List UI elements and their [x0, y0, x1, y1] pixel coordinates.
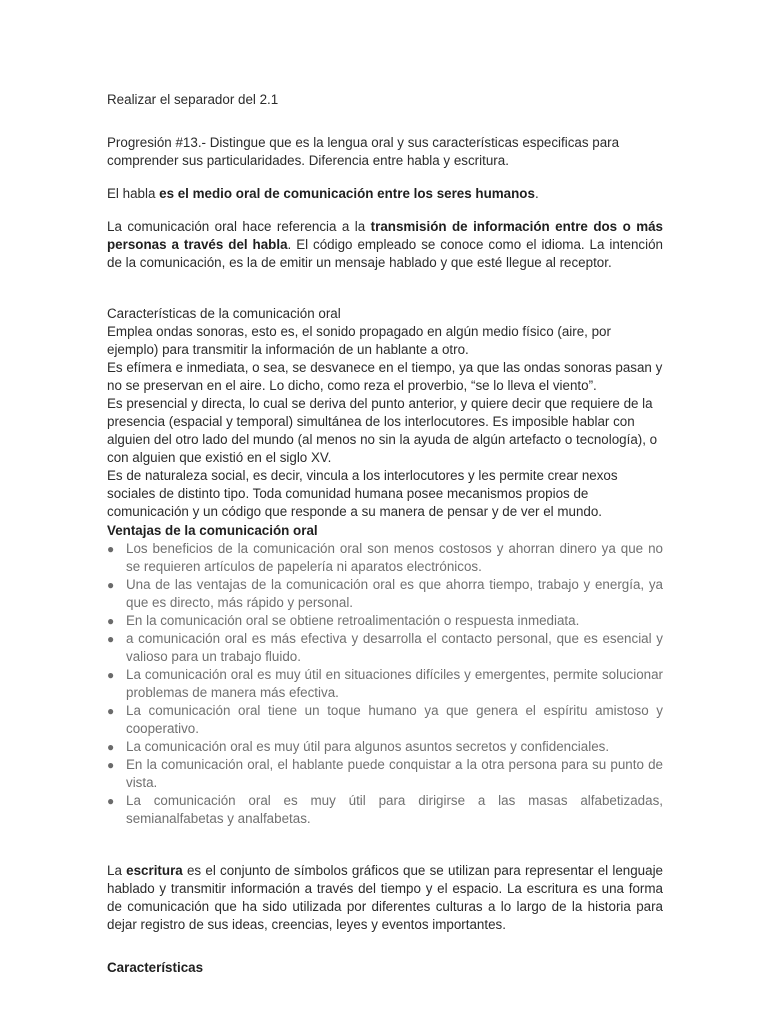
comunicacion-oral-paragraph [107, 218, 663, 272]
bullet-icon: ● [107, 542, 115, 556]
list-item [107, 738, 663, 756]
list-item [107, 792, 663, 828]
list-item-text: En la comunicación oral, el hablante puede conquistar a la otra persona para su punto de vista. [126, 757, 663, 790]
list-item [107, 576, 663, 612]
list-item-text: En la comunicación oral se obtiene retroalimentación o respuesta inmediata. [126, 613, 580, 628]
list-item-text: La comunicación oral es muy útil para dirigirse a las masas alfabetizadas, semianalfabetas y analfabetas. [126, 793, 663, 826]
comunicacion-text-post: . El código empleado se conoce como el idioma. La intención de la comunicación, es la de emitir un mensaje hablado y que esté llegue al receptor. [107, 237, 663, 270]
escritura-text-post: es el conjunto de símbolos gráficos que se utilizan para representar el lenguaje hablado y transmitir información a través del tiempo y el espacio. La escritura es una forma de comunicación que ha sido utilizada por diferentes culturas a lo largo de la historia para dejar registro de sus ideas, creencias, leyes y eventos importantes. [107, 863, 664, 932]
list-item-text: La comunicación oral es muy útil en situaciones difíciles y emergentes, permite solucionar problemas de manera más efectiva. [126, 667, 663, 700]
bullet-icon: ● [107, 758, 115, 772]
comunicacion-text-pre: La comunicación oral hace referencia a la [107, 219, 371, 234]
list-item-text: a comunicación oral es más efectiva y desarrolla el contacto personal, que es esencial y valioso para un trabajo fluido. [126, 631, 663, 664]
bullet-icon: ● [107, 632, 115, 646]
list-item-text: La comunicación oral tiene un toque humano ya que genera el espíritu amistoso y cooperativo. [126, 703, 663, 736]
list-item [107, 756, 663, 792]
caracteristica-item: Es presencial y directa, lo cual se deriva del punto anterior, y quiere decir que requiere de la presencia (espacial y temporal) simultánea de los interlocutores. Es imposible hablar con alguien del otro lado del mundo (al menos no sin la ayuda de algún artefacto o tecnología), o con alguien que existió en el siglo XV. [107, 396, 658, 465]
bullet-icon: ● [107, 794, 115, 808]
escritura-paragraph [107, 862, 663, 934]
list-item [107, 612, 663, 630]
escritura-text-pre: La [107, 863, 127, 878]
list-item-text: La comunicación oral es muy útil para algunos asuntos secretos y confidenciales. [126, 739, 610, 754]
comunicacion-text-bold: transmisión de información entre dos o más personas a través del habla [107, 219, 663, 252]
escritura-text-bold: escritura [126, 863, 183, 878]
caracteristicas-heading: Características [107, 960, 204, 975]
bullet-icon: ● [107, 668, 115, 682]
caracteristica-item: Emplea ondas sonoras, esto es, el sonido propagado en algún medio físico (aire, por ejemplo) para transmitir la información de un hablante a otro. [107, 324, 611, 357]
caracteristica-item: Es de naturaleza social, es decir, vincula a los interlocutores y les permite crear nexos sociales de distinto tipo. Toda comunidad humana posee mecanismos propios de comunicación y un código que responde a su manera de pensar y de ver el mundo. [107, 468, 618, 519]
list-item [107, 702, 663, 738]
ventajas-title: Ventajas de la comunicación oral [107, 523, 318, 538]
caracteristica-item: Es efímera e inmediata, o sea, se desvanece en el tiempo, ya que las ondas sonoras pasan y no se preservan en el aire. Lo dicho, como reza el proverbio, “se lo lleva el viento”. [107, 360, 663, 393]
caracteristicas-oral-title: Características de la comunicación oral [107, 306, 341, 321]
bullet-icon: ● [107, 740, 115, 754]
habla-text-pre: El habla [107, 186, 160, 201]
bullet-icon: ● [107, 614, 115, 628]
habla-text-post: . [534, 186, 539, 201]
progresion-paragraph: Progresión #13.- Distingue que es la lengua oral y sus características especificas para comprender sus particularidades. Diferencia entre habla y escritura. [107, 135, 620, 168]
separator-instruction: Realizar el separador del 2.1 [107, 92, 279, 107]
habla-paragraph [107, 185, 663, 203]
bullet-icon: ● [107, 704, 115, 718]
list-item [107, 540, 663, 576]
list-item-text: Los beneficios de la comunicación oral son menos costosos y ahorran dinero ya que no se requieren artículos de papelería ni aparatos electrónicos. [126, 541, 663, 574]
bullet-icon: ● [107, 578, 115, 592]
list-item [107, 630, 663, 666]
habla-text-bold: es el medio oral de comunicación entre los seres humanos [159, 186, 535, 201]
list-item-text: Una de las ventajas de la comunicación oral es que ahorra tiempo, trabajo y energía, ya que es directo, más rápido y personal. [126, 577, 663, 610]
caracteristicas-oral-section [107, 305, 663, 521]
ventajas-list [107, 540, 663, 828]
list-item [107, 666, 663, 702]
